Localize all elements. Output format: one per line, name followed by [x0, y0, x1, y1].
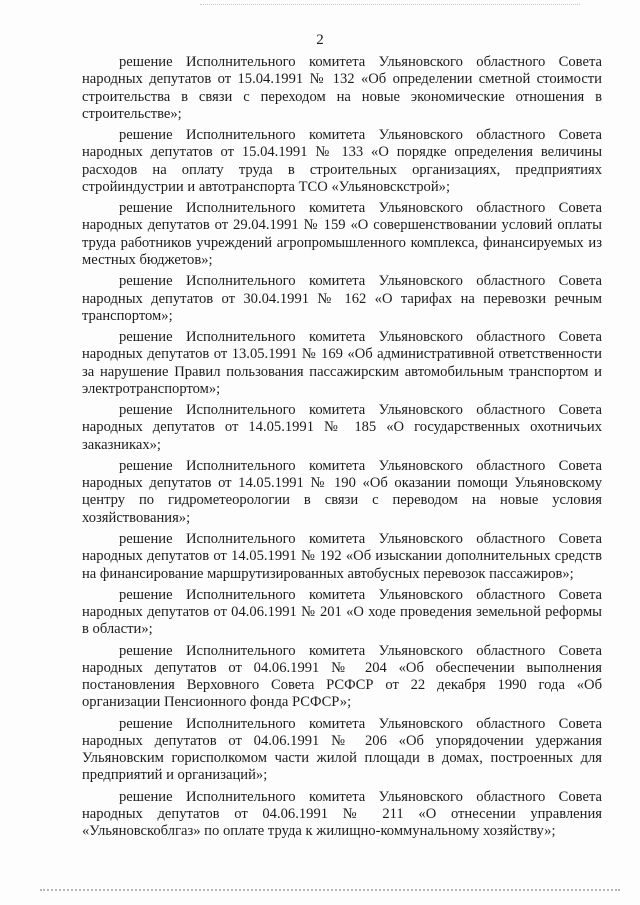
list-item: решение Исполнительного комитета Ульяновского областного Совета народных депутатов от 14.05.1991 № 190 «Об оказании помощи Ульяновскому центру по гидрометеорологии в связи с переводом на новые условия хозяйствования»;	[82, 457, 602, 526]
list-item: решение Исполнительного комитета Ульяновского областного Совета народных депутатов от 04.06.1991 № 201 «О ходе проведения земельной реформы в области»;	[82, 586, 602, 638]
scan-edge-top	[200, 4, 580, 5]
scan-edge-bottom	[40, 889, 620, 891]
list-item: решение Исполнительного комитета Ульяновского областного Совета народных депутатов от 14.05.1991 № 192 «Об изыскании дополнительных средств на финансирование маршрутизированных автобусных перевозок пассажиров»;	[82, 530, 602, 582]
list-item: решение Исполнительного комитета Ульяновского областного Совета народных депутатов от 15.04.1991 № 133 «О порядке определения величины расходов на оплату труда в строительных организациях, предприятиях стройиндустрии и автотранспорта ТСО «Ульяновскстрой»;	[82, 127, 602, 195]
list-item: решение Исполнительного комитета Ульяновского областного Совета народных депутатов от 14.05.1991 № 185 «О государственных охотничьих заказниках»;	[82, 402, 602, 453]
list-item: решение Исполнительного комитета Ульяновского областного Совета народных депутатов от 15.04.1991 № 132 «Об определении сметной стоимости строительства в связи с переходом на новые экономические отношения в строительстве»;	[82, 54, 602, 122]
list-item: решение Исполнительного комитета Ульяновского областного Совета народных депутатов от 30.04.1991 № 162 «О тарифах на перевозки речным транспортом»;	[82, 273, 602, 324]
list-item: решение Исполнительного комитета Ульяновского областного Совета народных депутатов от 04.06.1991 № 204 «Об обеспечении выполнения постановления Верховного Совета РСФСР от 22 декабря 1990 года «Об организации Пенсионного фонда РСФСР»;	[82, 642, 602, 711]
page-number: 2	[316, 32, 324, 48]
list-item: решение Исполнительного комитета Ульяновского областного Совета народных депутатов от 13.05.1991 № 169 «Об административной ответственности за нарушение Правил пользования пассажирским автомобильным транспортом и электротранспортом»;	[82, 329, 602, 397]
list-item: решение Исполнительного комитета Ульяновского областного Совета народных депутатов от 04.06.1991 № 211 «О отнесении управления «Ульяновскоблгаз» по оплате труда к жилищно-коммунальному хозяйству»;	[82, 788, 602, 840]
document-body	[82, 54, 602, 844]
list-item: решение Исполнительного комитета Ульяновского областного Совета народных депутатов от 04.06.1991 № 206 «Об упорядочении удержания Ульяновским горисполкомом части жилой площади в домах, построенных для предприятий и организаций»;	[82, 715, 602, 784]
list-item: решение Исполнительного комитета Ульяновского областного Совета народных депутатов от 29.04.1991 № 159 «О совершенствовании условий оплаты труда работников учреждений агропромышленного комплекса, финансируемых из местных бюджетов»;	[82, 200, 602, 269]
